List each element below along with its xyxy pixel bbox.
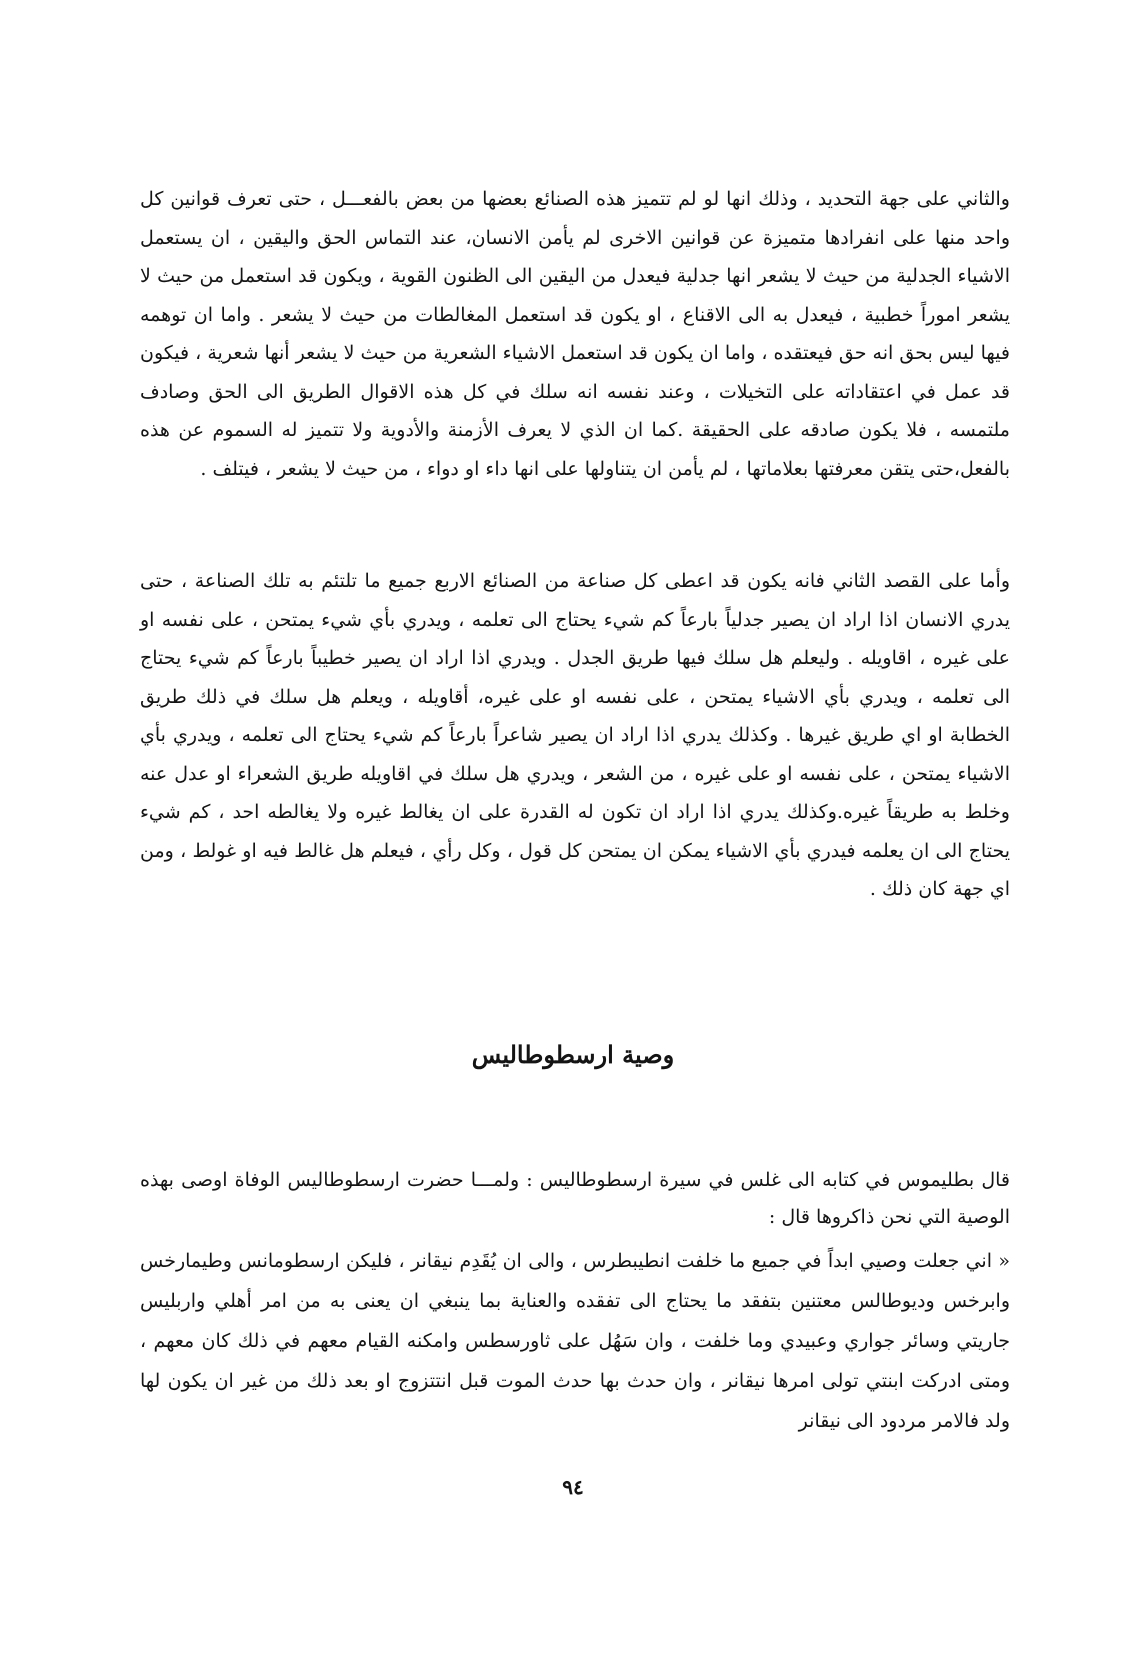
paragraph-4: « اني جعلت وصيي ابداً في جميع ما خلفت انطيبطرس ، والى ان يُقَدِم نيقانر ، فليكن ارسطومانس وطيمارخس وابرخس وديوطالس معتنين بتفقد ما يحتاج الى تفقده والعناية بما ينبغي ان يعنى به من امر أهلي واربليس جاريتي وسائر جواري وعبيدي وما خلفت ، وان سَهُل على ثاورسطس وامكنه القيام معهم في ذلك كان معهم ، ومتى ادركت ابنتي تولى امرها نيقانر ، وان حدث بها حدث الموت قبل انتتزوج او بعد ذلك من غير ان يكون لها ولد فالامر مردود الى نيقانر: [140, 1250, 1011, 1432]
page-number: ٩٤: [562, 1475, 584, 1499]
section-title: وصية ارسطوطاليس: [471, 1040, 675, 1069]
paragraph-3: قال بطليموس في كتابه الى غلس في سيرة ارسطوطاليس : ولمـــا حضرت ارسطوطاليس الوفاة اوصى بهذه الوصية التي نحن ذاكروها قال :: [140, 1169, 1010, 1228]
paragraph-2: وأما على القصد الثاني فانه يكون قد اعطى كل صناعة من الصنائع الاربع جميع ما تلتئم به تلك الصناعة ، حتى يدري الانسان اذا اراد ان يصير جدلياً بارعاً كم شيء يحتاج الى تعلمه ، ويدري بأي شيء يمتحن ، على نفسه او على غيره ، اقاويله . وليعلم هل سلك فيها طريق الجدل . ويدري اذا اراد ان يصير خطيباً بارعاً كم شيء يحتاج الى تعلمه ، ويدري بأي الاشياء يمتحن ، على نفسه او على غيره، أقاويله ، ويعلم هل سلك في ذلك طريق الخطابة او اي طريق غيرها . وكذلك يدري اذا اراد ان يصير شاعراً بارعاً كم شيء يحتاج الى تعلمه ، ويدري بأي الاشياء يمتحن ، على نفسه او على غيره ، من الشعر ، ويدري هل سلك في اقاويله طريق الشعراء او عدل عنه وخلط به طريقاً غيره.وكذلك يدري اذا اراد ان تكون له القدرة على ان يغالط غيره ولا يغالطه احد ، كم شيء يحتاج الى ان يعلمه فيدري بأي الاشياء يمكن ان يمتحن كل قول ، وكل رأي ، فيعلم هل غالط فيه او غولط ، ومن اي جهة كان ذلك .: [140, 570, 1010, 900]
paragraph-1: والثاني على جهة التحديد ، وذلك انها لو لم تتميز هذه الصنائع بعضها من بعض بالفعـــل ، حتى تعرف قوانين كل واحد منها على انفرادها متميزة عن قوانين الاخرى لم يأمن الانسان، عند التماس الحق واليقين ، ان يستعمل الاشياء الجدلية من حيث لا يشعر انها جدلية فيعدل من اليقين الى الظنون القوية ، ويكون قد استعمل من حيث لا يشعر اموراً خطبية ، فيعدل به الى الاقناع ، او يكون قد استعمل المغالطات من حيث لا يشعر . واما ان توهمه فيها ليس بحق انه حق فيعتقده ، واما ان يكون قد استعمل الاشياء الشعرية من حيث لا يشعر أنها شعرية ، فيكون قد عمل في اعتقاداته على التخيلات ، وعند نفسه انه سلك في كل هذه الاقوال الطريق الى الحق وصادف ملتمسه ، فلا يكون صادقه على الحقيقة .كما ان الذي لا يعرف الأزمنة والأدوية ولا تتميز له السموم عن هذه بالفعل،حتى يتقن معرفتها بعلاماتها ، لم يأمن ان يتناولها على انها داء او دواء ، من حيث لا يشعر ، فيتلف .: [140, 188, 1010, 480]
